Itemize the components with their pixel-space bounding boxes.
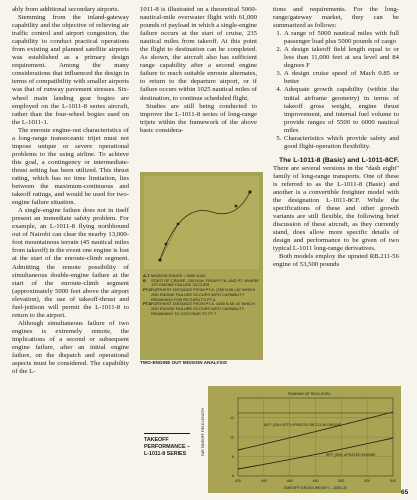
mission-map-graphic xyxy=(140,172,263,360)
y-tick-label: 12 xyxy=(230,416,234,420)
point-t xyxy=(248,190,251,193)
legend-text: FURTHEST DISTANCE FROM PT.A. (785 N.MI.) AT WHICH 2ND ENGINE FAILURE OCCURS WITH CAPABILITY REMAINING FOR RETURN TO PT.A. xyxy=(151,287,256,302)
y-tick-label: 8 xyxy=(232,455,234,459)
legend-key: PT.C xyxy=(143,287,152,293)
legend-text: MISSION RANGE = 5060 N.MI. xyxy=(151,273,206,278)
paragraph: tions and requirements. For the long-range/gateway market, they can be summarized as follows: xyxy=(273,6,399,30)
takeoff-chart xyxy=(201,386,401,493)
title-line: L-1011-8 SERIES xyxy=(144,451,187,457)
legend-text: START OF CRUISE, 235 N.MI. FROM PT.A. AND PT. WHERE 1ST ENGINE FAILURE OCCURS xyxy=(151,277,259,288)
list-item: 4. Adequate growth capability (within the initial airframe geometry) in terms of takeoff gross weight, engine thrust improvement, and internal fuel volume to provide ranges of 5500 to 6000 nautical miles xyxy=(283,86,399,134)
legend-key: PT.D xyxy=(143,301,152,307)
x-tick-label: 420 xyxy=(235,479,241,483)
x-tick-label: 540 xyxy=(390,479,396,483)
paragraph: Studies are still being conducted to improve the L-1011-8 series of long-range trijets within the framework of the above basic considera- xyxy=(140,102,257,134)
takeoff-performance-figure xyxy=(201,386,401,493)
x-tick-label: 480 xyxy=(312,479,319,483)
paragraph: A single-engine failure does not in itself present an immediate safety problem. For example, an L-1011-8 flying northbound out of Nairobi can clear the nearby 13,000-foot mountainous terrain (45 nautical miles from takeoff) in the event one engine is lost at the start of the enroute-climb segment. Admitting the remote possibility of simultaneous double-engine failure at the start of the enroute-climb segment (approximately 5000 feet above the airport elevation), the use of takeoff-thrust and fuel-jettison will permit the L-1011-8 to return to the airport. xyxy=(12,207,129,319)
y-tick-label: 10 xyxy=(230,435,234,440)
legend-key: A-T xyxy=(143,273,150,278)
map-panel xyxy=(143,175,260,270)
paragraph: Stemming from the inland-gateway capability and the objective of relieving air traffic control and airport congestion, the capability to conduct practical operations from existing and planned satellite airports was established as a primary design requirement. Among the many considerations that influenced the design in terms of compatibility with smaller airports was that of runway pavement stresses. Six-wheel main landing gear bogies are employed on the L-1011-8 series aircraft, rather than the four-wheel bogies used on the L-1011-1. xyxy=(12,14,129,126)
legend-text: FURTHEST DISTANCE FROM PT.A. 4035 N.MI. AT WHICH 2ND ENGINE FAILURE OCCURS WITH CAPABILITY REMAINING TO CONTINUE TO PT.T. xyxy=(151,301,255,316)
y-tick-label: 6 xyxy=(232,474,234,478)
legend-key: B xyxy=(143,277,146,283)
paragraph xyxy=(273,157,399,254)
title-line: PERFORMANCE – xyxy=(144,444,190,450)
x-tick-label: 520 xyxy=(364,479,371,483)
x-tick-label: 500 xyxy=(338,479,345,483)
title-line: TAKEOFF xyxy=(144,437,169,443)
x-tick-label: 440 xyxy=(260,479,267,483)
point-b xyxy=(165,243,168,246)
list-item: 3. A design cruise speed of Mach 0.85 or better xyxy=(283,70,399,86)
paragraph-text: There are several versions in the "dash eight" family of long-range transports. One of these is referred to as the L-1011-8 (Basic) and another is a convertible freighter model with the designation L-1011-8CF. While the specifications of these and other growth variants are still flexible, the following brief discussion of these aircraft, as they currently stand, does allow more specific details of design and performance to be given of two typical L-1011 long-range derivatives. xyxy=(273,164,399,253)
list-item: 1. A range of 5000 nautical miles with full passenger load plus 5000 pounds of cargo xyxy=(283,30,399,46)
takeoff-figure-title xyxy=(144,433,208,458)
paragraph: The enroute engine-out characteristics of a long-range transoceanic trijet must not impose unique or severe operational problems to the using airline. To achieve this goal, a contingency or intermediate-thrust setting has been utilized. This thrust rating, which has no time limitation, lies between the maximum-continuous and takeoff ratings, and would be used for two-engine failure situation. xyxy=(12,126,129,207)
section-subhead: The L-1011-8 (Basic) and L-1011-8CF. xyxy=(279,156,399,164)
page-number: 65 xyxy=(401,489,409,496)
paragraph: 1011-8 is illustrated on a theoretical 5060-nautical-mile overwater flight with 61,000 pounds of payload in which a single-engine failure occurs at the start of cruise, 235 nautical miles from takeoff. At this point the flight to destination can be completed. As shown, the aircraft also has sufficient range capability after a second engine failure to reach suitable enroute alternates, to return to the departure airport, or if failure occurs within 1025 nautical miles of destination, to continue scheduled flight. xyxy=(140,6,257,102)
list-item: 2. A design takeoff field length equal to or less than 11,000 feet at sea level and 84 degrees F xyxy=(283,46,399,70)
list-item: 5. Characteristics which provide safety and good flight-operation flexibility. xyxy=(283,135,399,151)
x-tick-label: 460 xyxy=(286,479,293,483)
requirements-list xyxy=(273,30,399,151)
curve-label-84f: 84°F (ISA+25°F) UPRATED RB.211-56 ENGINE xyxy=(264,423,342,427)
gridlines xyxy=(238,398,393,476)
curve-label-59f: 59°F (ISA) UPRATED ENGINE xyxy=(326,453,376,457)
title-rule xyxy=(144,433,190,434)
text-column-3 xyxy=(273,6,399,270)
x-axis-label: TAKEOFF GROSS WEIGHT – 1000 LB xyxy=(283,486,347,490)
point-d xyxy=(235,205,238,208)
paragraph: Although simultaneous failure of two engines is extremely remote, the implications of a second or subsequent engine failure, after an initial engine failure, on the dispatch and operational aspects must be considered. The capability of the L- xyxy=(12,319,129,376)
point-a xyxy=(158,258,161,261)
paragraph: ably from additional secondary airports. xyxy=(12,6,120,13)
figure-legend xyxy=(143,274,261,316)
figure-caption: TWO-ENGINE OUT MISSION ANALYSIS xyxy=(140,360,227,365)
legend-row xyxy=(143,288,261,302)
top-label: RUNWAY AT SEA LEVEL xyxy=(288,392,332,396)
paragraph: Both models employ the uprated RB.211-56 engine of 53,500 pounds xyxy=(273,253,399,269)
text-column-2 xyxy=(140,6,257,135)
text-column-1 xyxy=(12,6,129,376)
mission-analysis-figure xyxy=(140,172,263,360)
y-axis-label: FAR TAKEOFF FIELD LENGTH xyxy=(201,407,205,456)
legend-row xyxy=(143,302,261,316)
